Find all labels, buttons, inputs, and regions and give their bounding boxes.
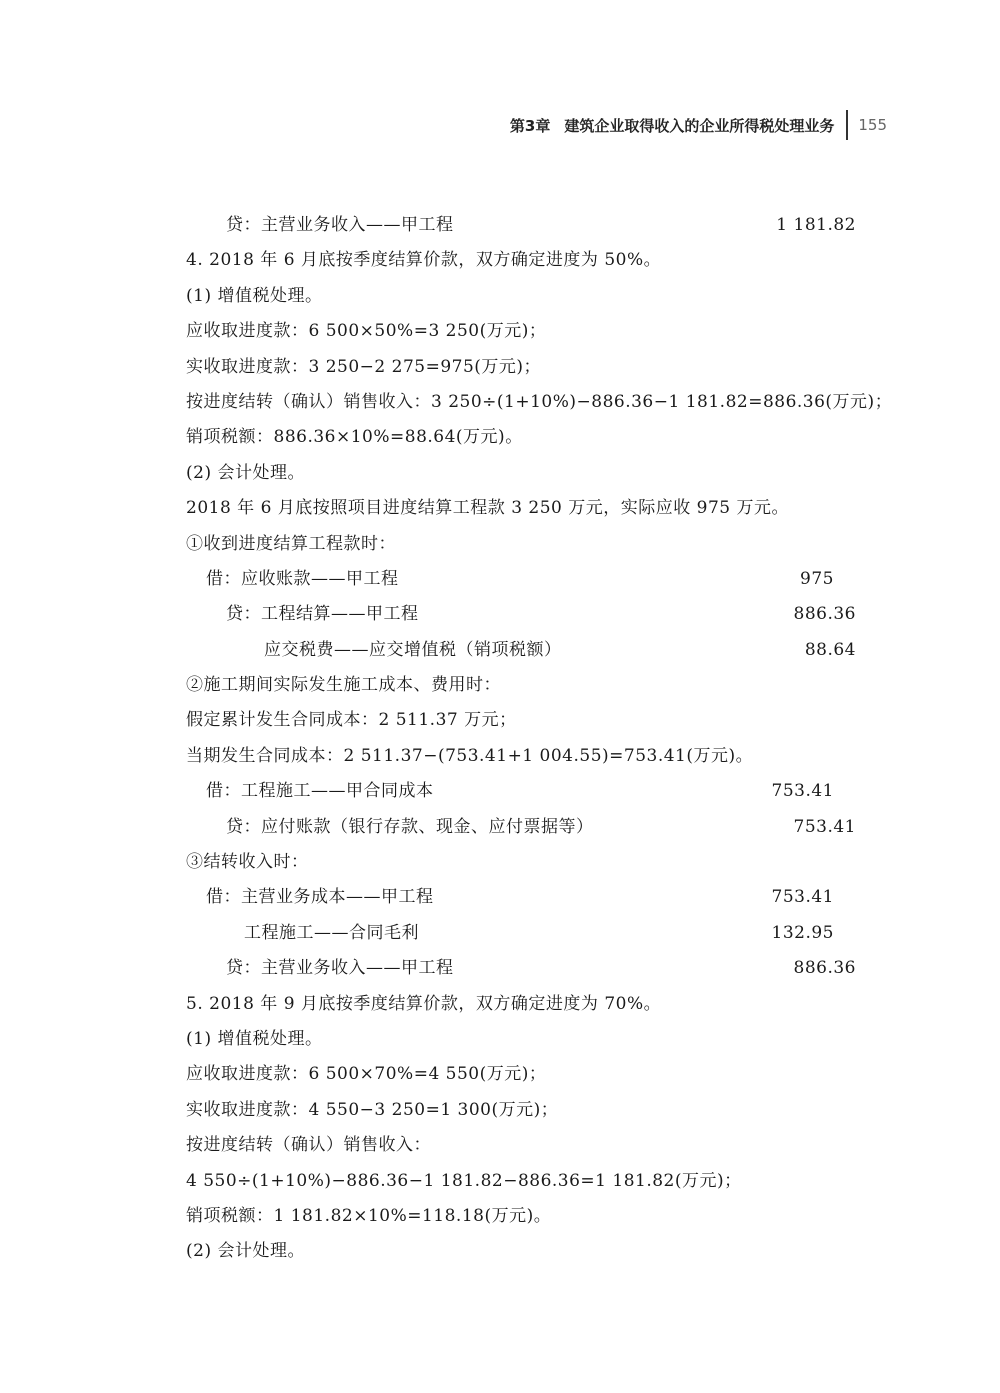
entry-amount: 886.36	[793, 604, 856, 625]
text-line: 4. 2018 年 6 月底按季度结算价款，双方确定进度为 50%。	[186, 250, 662, 271]
journal-entry-line	[186, 916, 856, 951]
journal-entry-line	[186, 633, 856, 668]
body-text	[186, 208, 893, 1270]
entry-amount: 753.41	[793, 816, 856, 837]
journal-entry-line	[186, 562, 856, 597]
text-line: 4 550÷(1+10%)−886.36−1 181.82−886.36=1 181.82(万元)；	[186, 1170, 742, 1191]
entry-text: 贷：主营业务收入——甲工程	[226, 958, 454, 979]
entry-text: 借：主营业务成本——甲工程	[206, 887, 434, 908]
text-line: (1) 增值税处理。	[186, 285, 323, 306]
journal-entry-line	[186, 774, 856, 809]
running-header	[510, 110, 887, 140]
journal-entry-line	[186, 880, 856, 915]
entry-amount: 886.36	[793, 958, 856, 979]
header-divider	[846, 110, 848, 140]
text-line: ③结转收入时：	[186, 852, 309, 873]
text-line: 假定累计发生合同成本：2 511.37 万元；	[186, 710, 517, 731]
text-line: 按进度结转（确认）销售收入：3 250÷(1+10%)−886.36−1 181.82=886.36(万元)；	[186, 391, 893, 412]
text-line: 按进度结转（确认）销售收入：	[186, 1135, 431, 1156]
entry-amount: 975	[800, 568, 834, 589]
text-line: 实收取进度款：4 550−3 250=1 300(万元)；	[186, 1099, 559, 1120]
entry-text: 贷：主营业务收入——甲工程	[226, 215, 454, 235]
entry-amount: 1 181.82	[776, 215, 856, 235]
text-line: (2) 会计处理。	[186, 462, 305, 483]
text-line: 应收取进度款：6 500×50%=3 250(万元)；	[186, 321, 547, 342]
entry-amount: 132.95	[771, 922, 834, 943]
chapter-label: 第3章	[509, 116, 551, 135]
chapter-title: 建筑企业取得收入的企业所得税处理业务	[564, 116, 835, 135]
text-line: (1) 增值税处理。	[186, 1028, 323, 1049]
entry-text: 应交税费——应交增值税（销项税额）	[264, 639, 562, 660]
entry-amount: 753.41	[771, 887, 834, 908]
text-line: 实收取进度款：3 250−2 275=975(万元)；	[186, 356, 542, 377]
text-line: 2018 年 6 月底按照项目进度结算工程款 3 250 万元，实际应收 975 万元。	[186, 498, 790, 519]
text-line: 5. 2018 年 9 月底按季度结算价款，双方确定进度为 70%。	[186, 993, 662, 1014]
journal-entry-line	[186, 597, 856, 632]
journal-entry-line	[186, 810, 856, 845]
entry-text: 借：工程施工——甲合同成本	[206, 781, 434, 802]
text-line: 当期发生合同成本：2 511.37−(753.41+1 004.55)=753.41(万元)。	[186, 745, 754, 766]
entry-text: 贷：应付账款（银行存款、现金、应付票据等）	[226, 816, 594, 837]
entry-amount: 88.64	[804, 639, 856, 660]
text-line: ②施工期间实际发生施工成本、费用时：	[186, 675, 501, 696]
entry-text: 贷：工程结算——甲工程	[226, 604, 419, 625]
text-line: 应收取进度款：6 500×70%=4 550(万元)；	[186, 1064, 547, 1085]
entry-amount: 753.41	[771, 781, 834, 802]
journal-entry-line	[186, 208, 856, 243]
text-line: (2) 会计处理。	[186, 1241, 305, 1262]
text-line: 销项税额：886.36×10%=88.64(万元)。	[186, 427, 523, 448]
text-line: ①收到进度结算工程款时：	[186, 533, 396, 554]
page-number: 155	[858, 116, 887, 134]
entry-text: 工程施工——合同毛利	[244, 922, 419, 943]
journal-entry-line	[186, 951, 856, 986]
text-line: 销项税额：1 181.82×10%=118.18(万元)。	[186, 1205, 552, 1226]
entry-text: 借：应收账款——甲工程	[206, 568, 399, 589]
